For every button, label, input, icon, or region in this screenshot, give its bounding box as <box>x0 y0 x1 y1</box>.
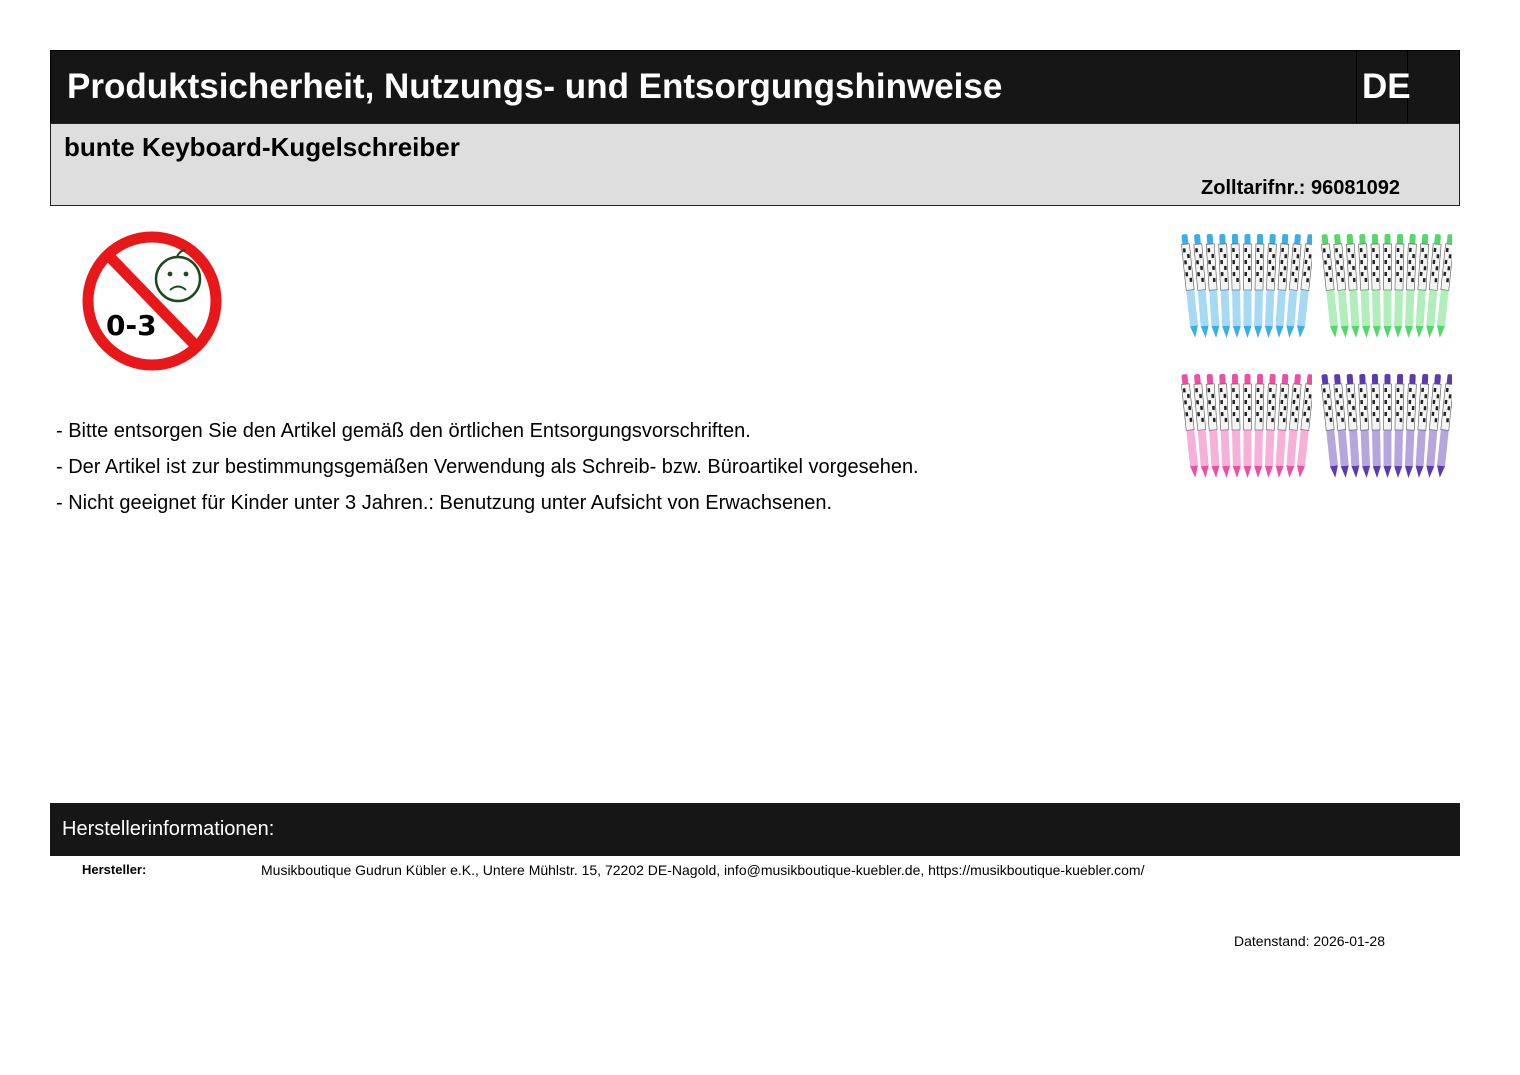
manufacturer-value: Musikboutique Gudrun Kübler e.K., Untere Mühlstr. 15, 72202 DE-Nagold, info@musikboutique-kuebler.de, https://musikboutique-kuebler.com/ <box>261 862 1145 878</box>
tariff-number: Zolltarifnr.: 96081092 <box>1201 177 1400 199</box>
page-title: Produktsicherheit, Nutzungs- und Entsorgungshinweise <box>67 67 1003 106</box>
pen-bundle-blue-icon <box>1180 232 1312 344</box>
note-disposal: - Bitte entsorgen Sie den Artikel gemäß den örtlichen Entsorgungsvorschriften. <box>56 420 751 442</box>
product-images <box>1180 232 1460 487</box>
manufacturer-label: Hersteller: <box>82 862 147 877</box>
note-intended-use: - Der Artikel ist zur bestimmungsgemäßen Verwendung als Schreib- bzw. Büroartikel vorgesehen. <box>56 456 919 478</box>
usage-notes <box>56 413 919 521</box>
manufacturer-header <box>50 803 1460 856</box>
age-label: 0-3 <box>106 309 157 342</box>
note-age-warning: - Nicht geeignet für Kinder unter 3 Jahren.: Benutzung unter Aufsicht von Erwachsenen. <box>56 492 833 514</box>
language-cell <box>1356 51 1411 123</box>
header-bar <box>50 50 1460 124</box>
data-date: Datenstand: 2026-01-28 <box>1234 933 1385 949</box>
product-name: bunte Keyboard-Kugelschreiber <box>64 132 460 162</box>
product-bar <box>50 123 1460 206</box>
pen-bundle-green-icon <box>1320 232 1452 344</box>
manufacturer-section-title: Herstellerinformationen: <box>62 818 275 840</box>
language-code: DE <box>1362 67 1411 106</box>
no-children-0-3-icon <box>78 228 228 374</box>
pen-bundle-purple-icon <box>1320 372 1452 484</box>
pen-bundle-pink-icon <box>1180 372 1312 484</box>
